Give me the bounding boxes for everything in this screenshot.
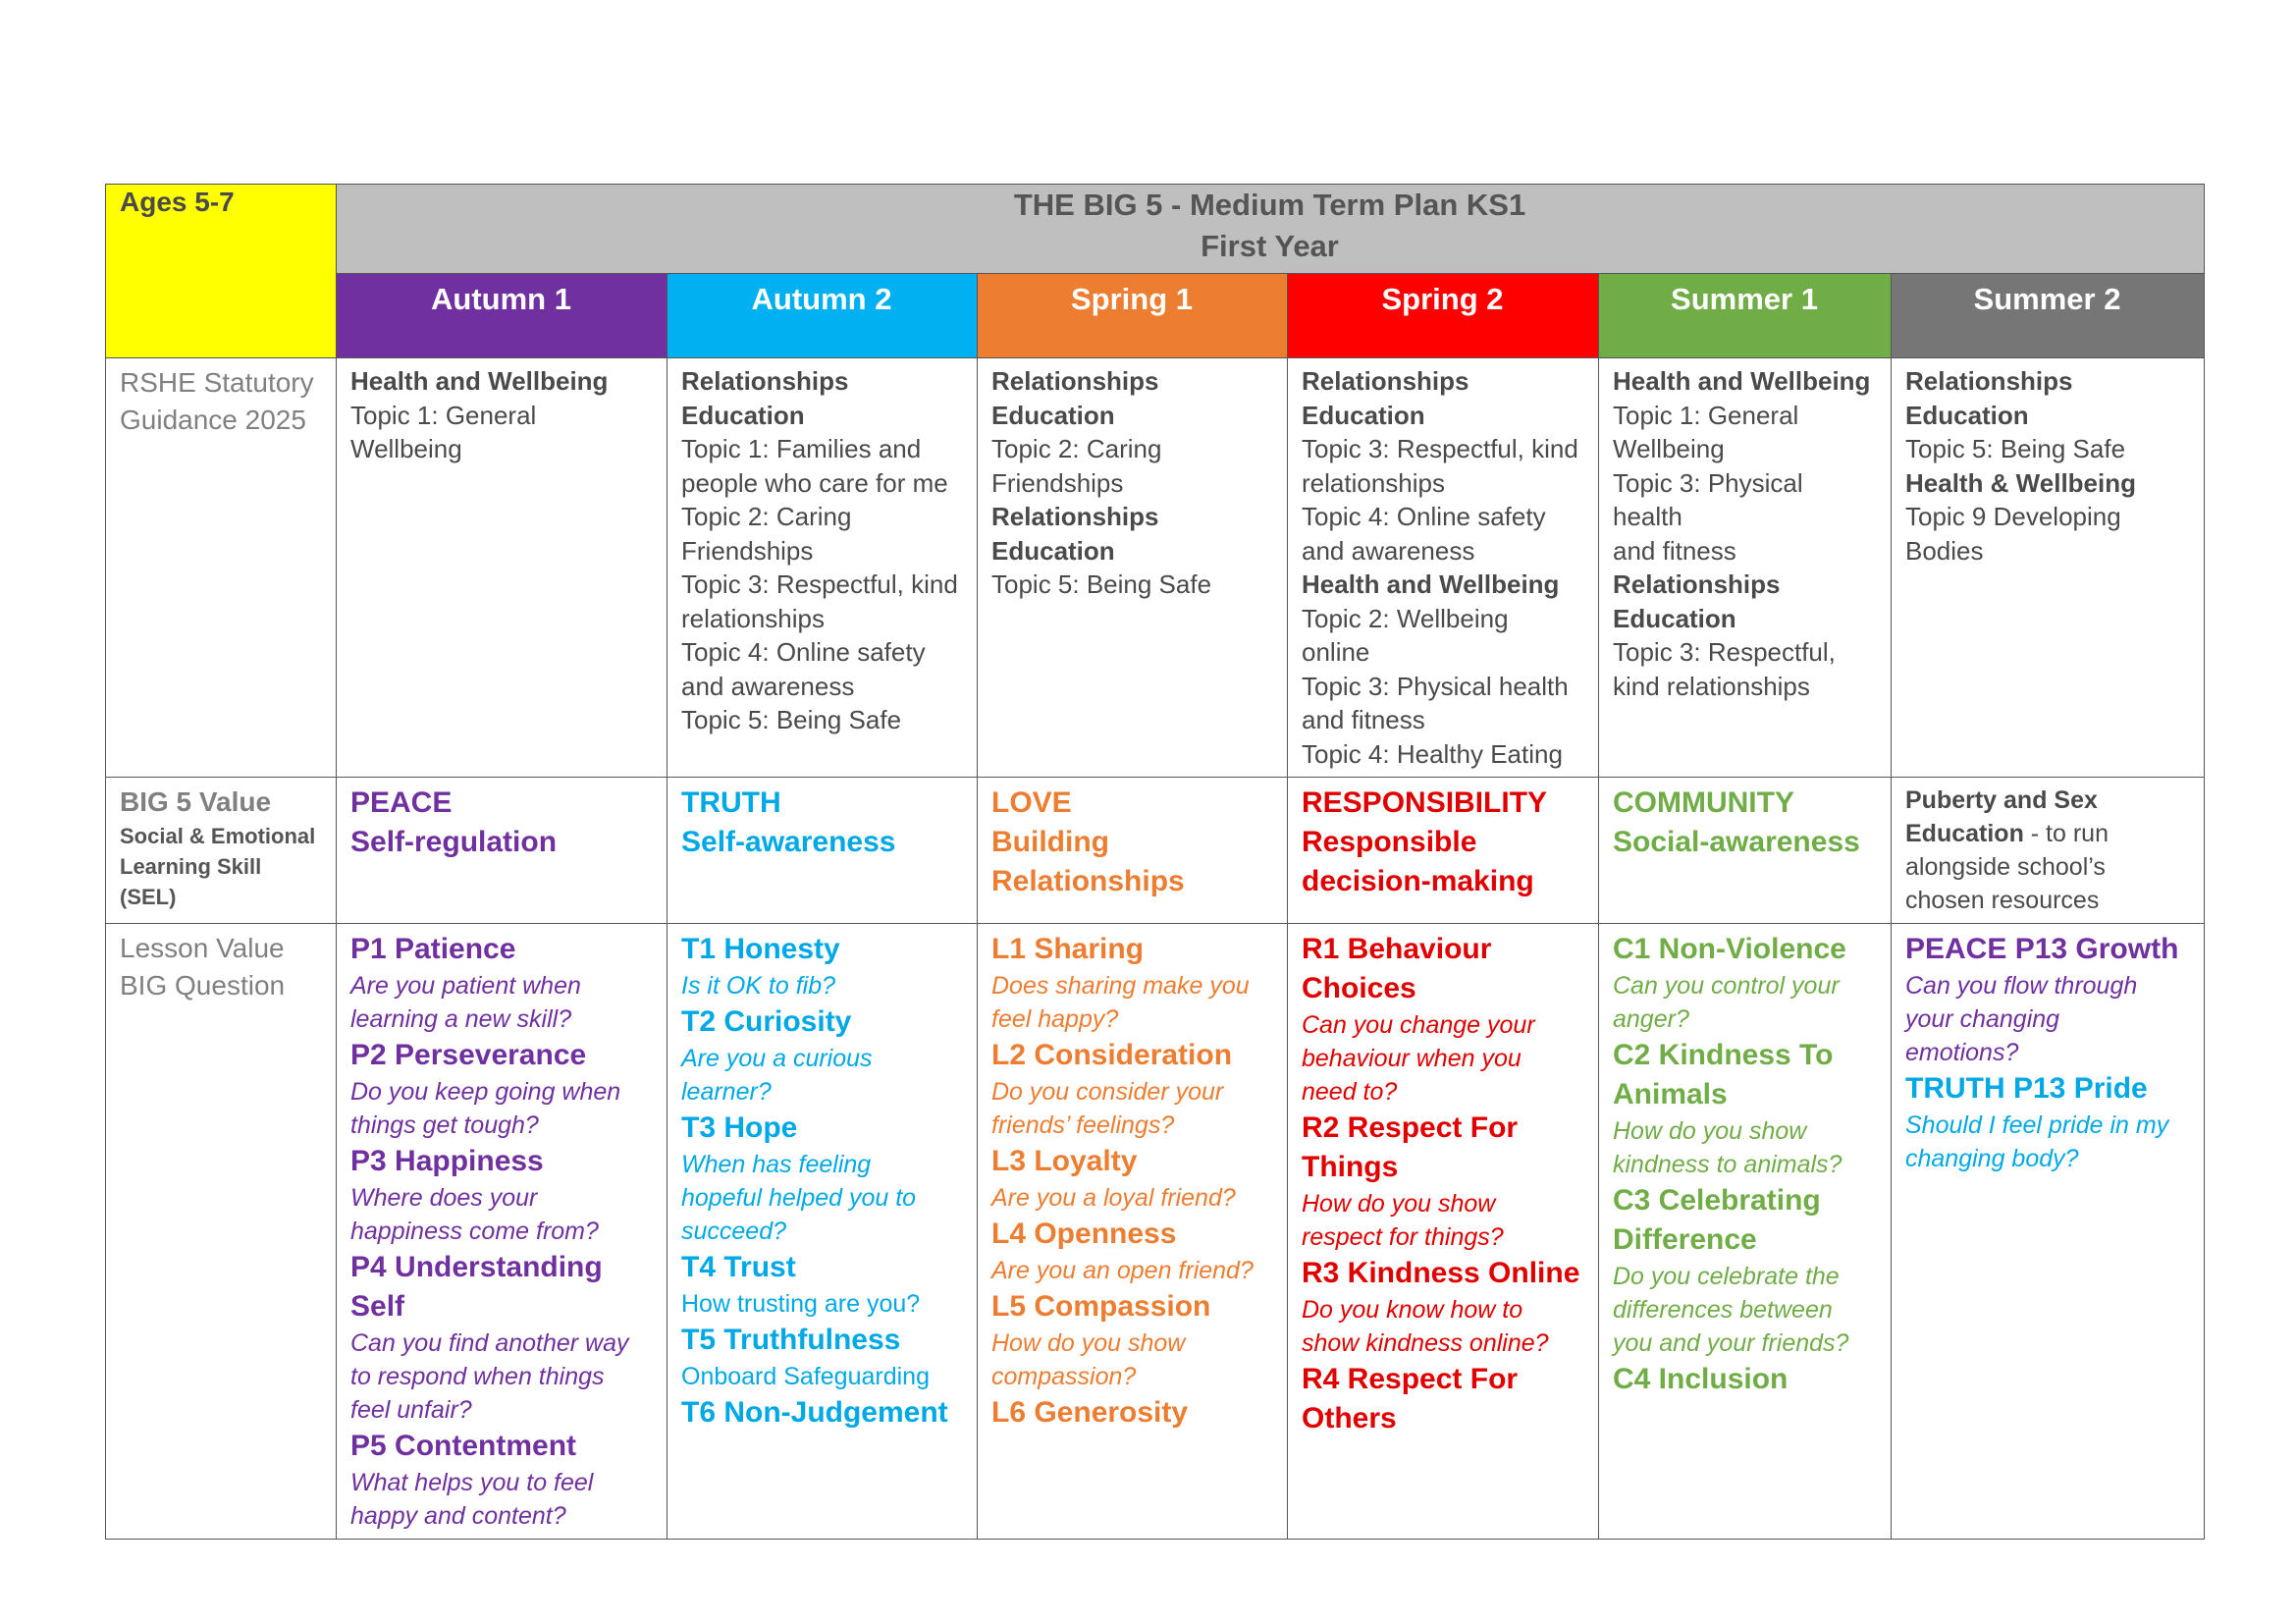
lesson-value-title: Animals bbox=[1613, 1078, 1728, 1110]
value-cell-spring-2 bbox=[1288, 778, 1599, 924]
rshe-heading: Education bbox=[1613, 603, 1736, 633]
value-sub-line2: Learning Skill (SEL) bbox=[120, 854, 262, 909]
rshe-topic: and awareness bbox=[681, 671, 855, 701]
big-question: behaviour when you bbox=[1302, 1045, 1522, 1072]
big-question: kindness to animals? bbox=[1613, 1151, 1842, 1178]
rshe-heading: Relationships Education bbox=[991, 366, 1159, 430]
big-question: Are you an open friend? bbox=[991, 1257, 1254, 1284]
rshe-topic: Topic 5: Being Safe bbox=[1905, 434, 2126, 463]
big-question: When has feeling bbox=[681, 1151, 872, 1178]
big-question: Can you flow through bbox=[1905, 972, 2138, 1000]
rshe-heading: Relationships Education bbox=[991, 502, 1159, 566]
big-question: Should I feel pride in my bbox=[1905, 1111, 2169, 1139]
value-cell-autumn-1 bbox=[337, 778, 667, 924]
rshe-topic: Topic 5: Being Safe bbox=[991, 569, 1212, 599]
big-question: show kindness online? bbox=[1302, 1329, 1549, 1357]
lesson-value-title: P5 Contentment bbox=[350, 1430, 577, 1462]
big-question: emotions? bbox=[1905, 1039, 2019, 1066]
lesson-value-title: L6 Generosity bbox=[991, 1396, 1189, 1429]
lesson-value-title: R2 Respect For bbox=[1302, 1111, 1519, 1144]
rshe-topic: Topic 9 Developing bbox=[1905, 502, 2121, 531]
big5-value: TRUTH bbox=[681, 786, 781, 819]
lesson-value-title: C2 Kindness To bbox=[1613, 1039, 1834, 1071]
medium-term-plan-table bbox=[105, 184, 2205, 1540]
big-question: Can you control your bbox=[1613, 972, 1840, 1000]
lesson-cell-summer-2 bbox=[1892, 924, 2205, 1540]
lesson-value-title: Things bbox=[1302, 1151, 1399, 1183]
term-header-autumn-1: Autumn 1 bbox=[337, 274, 667, 358]
big-question: How do you show bbox=[1302, 1190, 1496, 1218]
rshe-heading: Health and Wellbeing bbox=[1613, 366, 1871, 396]
value-cell-autumn-2 bbox=[667, 778, 978, 924]
big-question: Can you change your bbox=[1302, 1011, 1535, 1039]
lesson-note: How trusting are you? bbox=[681, 1290, 921, 1318]
rshe-heading: Health & Wellbeing bbox=[1905, 467, 2136, 498]
lesson-value-title: C1 Non-Violence bbox=[1613, 933, 1846, 965]
rshe-topic: Topic 3: Respectful, kind bbox=[681, 569, 958, 599]
lesson-note: Onboard Safeguarding bbox=[681, 1363, 930, 1390]
lesson-label-line2: BIG Question bbox=[120, 970, 286, 1001]
note-heading: Education bbox=[1905, 820, 2024, 847]
plan-title-line1: THE BIG 5 - Medium Term Plan KS1 bbox=[1013, 188, 1526, 222]
rshe-topic: Friendships bbox=[681, 535, 814, 566]
big-question: Do you keep going when bbox=[350, 1078, 621, 1106]
rshe-heading: Relationships Education bbox=[1302, 366, 1469, 430]
sel-skill: Building bbox=[991, 826, 1109, 858]
big-question: learning a new skill? bbox=[350, 1005, 572, 1033]
lesson-value-title: R1 Behaviour bbox=[1302, 933, 1492, 965]
lesson-value-title: T4 Trust bbox=[681, 1251, 796, 1283]
lesson-label-line1: Lesson Value bbox=[120, 933, 285, 963]
lesson-value-title: L5 Compassion bbox=[991, 1290, 1211, 1323]
rshe-topic: Topic 4: Online safety bbox=[1302, 502, 1546, 531]
big-question: Does sharing make you bbox=[991, 972, 1250, 1000]
lesson-value-title: Others bbox=[1302, 1402, 1397, 1435]
lesson-value-title: T6 Non-Judgement bbox=[681, 1396, 948, 1429]
rshe-topic: Wellbeing bbox=[1613, 434, 1725, 463]
lesson-value-title: R3 Kindness Online bbox=[1302, 1257, 1580, 1289]
big-question: Is it OK to fib? bbox=[681, 972, 836, 1000]
rshe-heading: Health and Wellbeing bbox=[1302, 569, 1560, 599]
lesson-value-title: C3 Celebrating bbox=[1613, 1184, 1821, 1217]
big-question: friends’ feelings? bbox=[991, 1111, 1175, 1139]
big-question: feel unfair? bbox=[350, 1396, 472, 1424]
big-question: differences between bbox=[1613, 1296, 1833, 1324]
big5-value: RESPONSIBILITY bbox=[1302, 786, 1548, 819]
sel-skill: Self-awareness bbox=[681, 826, 896, 858]
big-question: Do you celebrate the bbox=[1613, 1263, 1840, 1290]
value-cell-spring-1 bbox=[978, 778, 1288, 924]
big-question: Are you patient when bbox=[350, 972, 581, 1000]
big-question: changing body? bbox=[1905, 1145, 2079, 1172]
value-cell-summer-2 bbox=[1892, 778, 2205, 924]
lesson-value-title: P3 Happiness bbox=[350, 1145, 544, 1177]
rshe-label-line2: Guidance 2025 bbox=[120, 405, 306, 435]
term-header-summer-1: Summer 1 bbox=[1599, 274, 1892, 358]
rshe-topic: Topic 2: Wellbeing online bbox=[1302, 603, 1509, 667]
sel-skill: Responsible bbox=[1302, 826, 1477, 858]
rshe-cell-spring-2 bbox=[1288, 358, 1599, 778]
value-cell-summer-1 bbox=[1599, 778, 1892, 924]
sel-skill: Self-regulation bbox=[350, 826, 558, 858]
rshe-topic: and fitness bbox=[1613, 535, 1736, 566]
big-question: Do you consider your bbox=[991, 1078, 1224, 1106]
rshe-cell-summer-2 bbox=[1892, 358, 2205, 778]
rshe-heading: Relationships Education bbox=[1905, 366, 2073, 430]
big-question: things get tough? bbox=[350, 1111, 539, 1139]
big5-value: COMMUNITY bbox=[1613, 786, 1794, 819]
note-text: alongside school’s bbox=[1905, 853, 2106, 881]
big-question: you and your friends? bbox=[1613, 1329, 1849, 1357]
rshe-topic: and awareness bbox=[1302, 535, 1475, 566]
ages-cell bbox=[106, 185, 337, 358]
note-text: chosen resources bbox=[1905, 887, 2100, 914]
rshe-topic: people who care for me bbox=[681, 467, 948, 498]
lesson-value-title: L1 Sharing bbox=[991, 933, 1145, 965]
rshe-topic: Topic 3: Respectful, bbox=[1613, 637, 1836, 667]
rshe-topic: Bodies bbox=[1905, 535, 1984, 566]
term-header-summer-2: Summer 2 bbox=[1892, 274, 2205, 358]
lesson-value-title: P2 Perseverance bbox=[350, 1039, 587, 1071]
big-question: learner? bbox=[681, 1078, 772, 1106]
rshe-topic: Topic 1: Families and bbox=[681, 434, 922, 463]
big5-value: LOVE bbox=[991, 786, 1072, 819]
sel-skill: Social-awareness bbox=[1613, 826, 1860, 858]
note-heading: Puberty and Sex bbox=[1905, 786, 2098, 814]
rshe-topic: Topic 3: Physical health bbox=[1302, 671, 1569, 701]
lesson-value-title: L2 Consideration bbox=[991, 1039, 1233, 1071]
big-question: Are you a loyal friend? bbox=[991, 1184, 1236, 1212]
big-question: Do you know how to bbox=[1302, 1296, 1523, 1324]
big-question: hopeful helped you to bbox=[681, 1184, 917, 1212]
lesson-value-title: L4 Openness bbox=[991, 1218, 1177, 1250]
lesson-row-label bbox=[106, 924, 337, 1540]
rshe-topic: Topic 1: General bbox=[1613, 400, 1799, 430]
sel-skill: Relationships bbox=[991, 865, 1185, 897]
lesson-value-title: P1 Patience bbox=[350, 933, 516, 965]
big5-value: PEACE bbox=[350, 786, 453, 819]
lesson-cell-autumn-2 bbox=[667, 924, 978, 1540]
rshe-topic: Topic 2: Caring bbox=[991, 434, 1162, 463]
rshe-cell-autumn-1 bbox=[337, 358, 667, 778]
lesson-value-title: PEACE P13 Growth bbox=[1905, 933, 2179, 965]
big-question: to respond when things bbox=[350, 1363, 605, 1390]
plan-title-line2: First Year bbox=[1201, 229, 1339, 263]
rshe-topic: Topic 2: Caring bbox=[681, 502, 852, 531]
lesson-value-title: T1 Honesty bbox=[681, 933, 840, 965]
value-row-label bbox=[106, 778, 337, 924]
big-question: happy and content? bbox=[350, 1502, 566, 1530]
rshe-heading: Health and Wellbeing bbox=[350, 366, 609, 396]
lesson-cell-autumn-1 bbox=[337, 924, 667, 1540]
big-question: feel happy? bbox=[991, 1005, 1119, 1033]
lesson-value-title: T3 Hope bbox=[681, 1111, 798, 1144]
rshe-cell-summer-1 bbox=[1599, 358, 1892, 778]
big-question: Where does your bbox=[350, 1184, 538, 1212]
term-header-spring-2: Spring 2 bbox=[1288, 274, 1599, 358]
lesson-cell-spring-2 bbox=[1288, 924, 1599, 1540]
big-question: succeed? bbox=[681, 1218, 787, 1245]
lesson-value-title: Choices bbox=[1302, 972, 1416, 1004]
rshe-topic: Topic 1: General Wellbeing bbox=[350, 400, 537, 463]
rshe-topic: relationships bbox=[1302, 467, 1445, 498]
lesson-value-title: T2 Curiosity bbox=[681, 1005, 852, 1038]
rshe-topic: kind relationships bbox=[1613, 671, 1810, 701]
lesson-cell-summer-1 bbox=[1599, 924, 1892, 1540]
lesson-value-title: C4 Inclusion bbox=[1613, 1363, 1789, 1395]
lesson-cell-spring-1 bbox=[978, 924, 1288, 1540]
rshe-cell-spring-1 bbox=[978, 358, 1288, 778]
rshe-topic: Topic 5: Being Safe bbox=[681, 705, 902, 734]
big-question: Can you find another way bbox=[350, 1329, 629, 1357]
big-question: What helps you to feel bbox=[350, 1469, 594, 1496]
big-question: Are you a curious bbox=[681, 1045, 873, 1072]
big-question: respect for things? bbox=[1302, 1223, 1504, 1251]
rshe-topic: Topic 4: Online safety bbox=[681, 637, 926, 667]
rshe-label-line1: RSHE Statutory bbox=[120, 367, 314, 398]
big-question: How do you show bbox=[1613, 1117, 1807, 1145]
rshe-topic: Topic 3: Respectful, kind bbox=[1302, 434, 1578, 463]
value-label: BIG 5 Value bbox=[120, 786, 272, 817]
value-sub-line1: Social & Emotional bbox=[120, 824, 316, 848]
big-question: happiness come from? bbox=[350, 1218, 599, 1245]
lesson-value-title: P4 Understanding Self bbox=[350, 1251, 603, 1323]
plan-title bbox=[337, 185, 2205, 274]
rshe-topic: Friendships bbox=[991, 467, 1124, 498]
rshe-heading: Relationships Education bbox=[681, 366, 849, 430]
term-header-autumn-2: Autumn 2 bbox=[667, 274, 978, 358]
note-text: - to run bbox=[2023, 820, 2109, 847]
lesson-value-title: T5 Truthfulness bbox=[681, 1324, 901, 1356]
ages-label: Ages 5-7 bbox=[120, 187, 235, 217]
rshe-row-label bbox=[106, 358, 337, 778]
lesson-value-title: Difference bbox=[1613, 1223, 1757, 1256]
rshe-topic: Topic 3: Physical health bbox=[1613, 467, 1803, 531]
lesson-value-title: R4 Respect For bbox=[1302, 1363, 1519, 1395]
rshe-topic: relationships bbox=[681, 603, 825, 633]
lesson-value-title: TRUTH P13 Pride bbox=[1905, 1072, 2148, 1105]
rshe-topic: Topic 4: Healthy Eating bbox=[1302, 738, 1563, 769]
sel-skill: decision-making bbox=[1302, 865, 1534, 897]
big-question: anger? bbox=[1613, 1005, 1689, 1033]
rshe-cell-autumn-2 bbox=[667, 358, 978, 778]
rshe-heading: Relationships bbox=[1613, 569, 1781, 599]
big-question: How do you show bbox=[991, 1329, 1186, 1357]
lesson-value-title: L3 Loyalty bbox=[991, 1145, 1138, 1177]
rshe-topic: and fitness bbox=[1302, 705, 1425, 734]
big-question: your changing bbox=[1905, 1005, 2060, 1033]
big-question: need to? bbox=[1302, 1078, 1398, 1106]
big-question: compassion? bbox=[991, 1363, 1137, 1390]
term-header-spring-1: Spring 1 bbox=[978, 274, 1288, 358]
